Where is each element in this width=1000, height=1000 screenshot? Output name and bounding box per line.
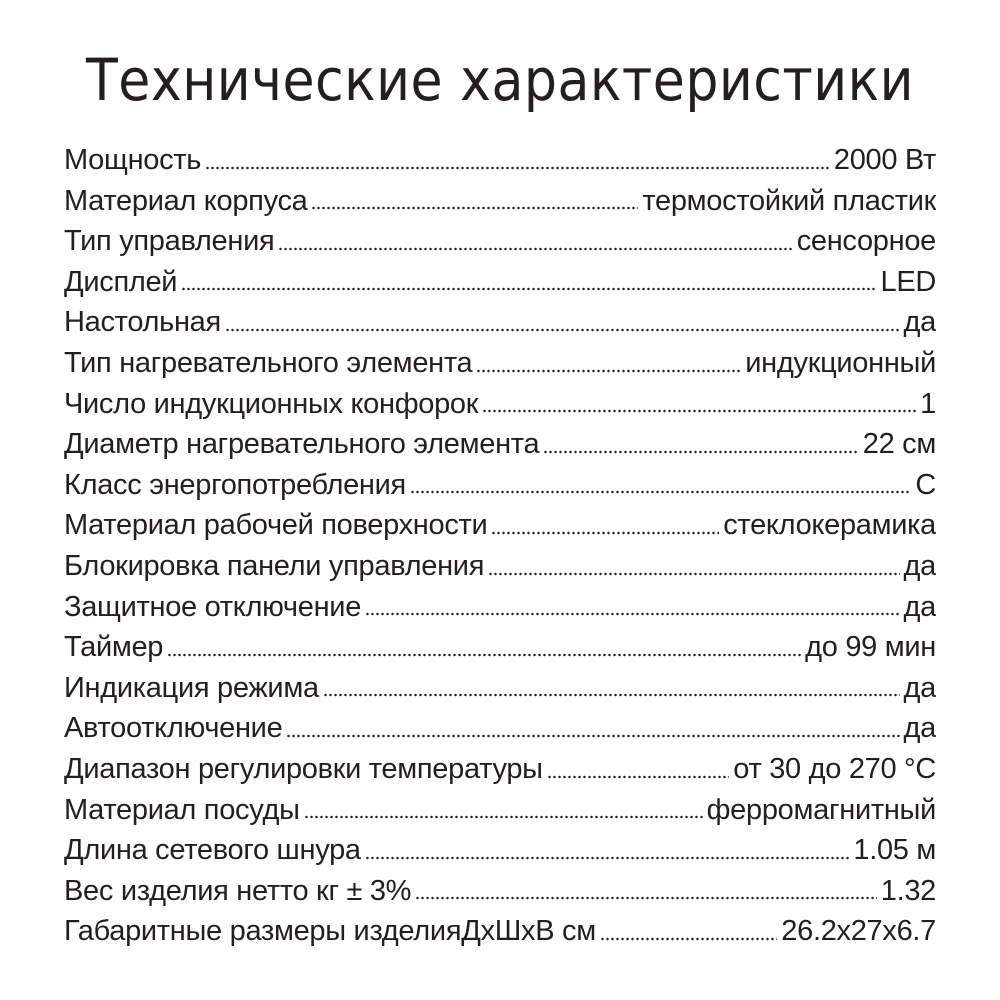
- spec-value: сенсорное: [796, 225, 936, 258]
- dot-leader: [323, 693, 900, 697]
- spec-row: [64, 302, 936, 343]
- spec-row: [64, 911, 936, 952]
- spec-value: ферромагнитный: [706, 793, 936, 826]
- dot-leader: [600, 937, 777, 941]
- spec-row: [64, 668, 936, 709]
- spec-value: да: [903, 671, 936, 704]
- spec-value: до 99 мин: [805, 631, 936, 664]
- dot-leader: [225, 328, 900, 332]
- spec-value: да: [903, 590, 936, 623]
- dot-leader: [278, 247, 792, 251]
- dot-leader: [488, 572, 899, 576]
- spec-value: да: [903, 549, 936, 582]
- spec-row: [64, 343, 936, 384]
- spec-row: [64, 790, 936, 831]
- dot-leader: [491, 531, 719, 535]
- spec-row: [64, 871, 936, 912]
- spec-label: Диапазон регулировки температуры: [64, 752, 543, 785]
- spec-value: С: [915, 468, 936, 501]
- spec-row: [64, 505, 936, 546]
- spec-label: Тип нагревательного элемента: [64, 346, 473, 379]
- dot-leader: [167, 653, 801, 657]
- spec-label: Защитное отключение: [64, 590, 362, 623]
- spec-row: [64, 708, 936, 749]
- spec-label: Таймер: [64, 631, 164, 664]
- spec-value: LED: [880, 265, 936, 298]
- spec-value: от 30 до 270 °С: [733, 752, 936, 785]
- spec-value: да: [903, 306, 936, 339]
- dot-leader: [205, 166, 830, 170]
- spec-label: Число индукционных конфорок: [64, 387, 479, 420]
- spec-row: [64, 262, 936, 303]
- dot-leader: [286, 734, 899, 738]
- spec-value: 2000 Вт: [833, 144, 936, 176]
- spec-label: Автоотключение: [64, 712, 283, 745]
- spec-label: Тип управления: [64, 225, 275, 258]
- spec-value: индукционный: [745, 346, 936, 379]
- dot-leader: [547, 775, 730, 779]
- spec-row: [64, 181, 936, 222]
- spec-value: 1.05 м: [853, 834, 936, 867]
- spec-value: да: [903, 712, 936, 745]
- spec-row: [64, 546, 936, 587]
- spec-label: Материал корпуса: [64, 184, 308, 217]
- dot-leader: [415, 896, 877, 900]
- dot-leader: [311, 206, 638, 210]
- spec-row: [64, 465, 936, 506]
- spec-row: [64, 140, 936, 181]
- page-title: Технические характеристики: [85, 46, 915, 114]
- spec-label: Габаритные размеры изделияДхШхВ см: [64, 915, 596, 948]
- spec-label: Материал посуды: [64, 793, 300, 826]
- spec-row: [64, 384, 936, 425]
- dot-leader: [476, 369, 741, 373]
- spec-row: [64, 830, 936, 871]
- spec-value: 22 см: [862, 428, 936, 461]
- spec-label: Длина сетевого шнура: [64, 834, 361, 867]
- spec-label: Мощность: [64, 144, 202, 176]
- spec-row: [64, 587, 936, 628]
- dot-leader: [365, 612, 900, 616]
- spec-value: 1.32: [880, 874, 936, 907]
- spec-value: термостойкий пластик: [642, 184, 936, 217]
- dot-leader: [410, 490, 911, 494]
- spec-label: Материал рабочей поверхности: [64, 509, 488, 542]
- spec-value: 26.2x27x6.7: [781, 915, 936, 948]
- spec-list: [64, 140, 936, 952]
- spec-label: Класс энергопотребления: [64, 468, 406, 501]
- dot-leader: [181, 287, 876, 291]
- spec-label: Диаметр нагревательного элемента: [64, 428, 540, 461]
- spec-label: Настольная: [64, 306, 221, 339]
- spec-label: Блокировка панели управления: [64, 549, 485, 582]
- spec-label: Дисплей: [64, 265, 178, 298]
- dot-leader: [482, 409, 916, 413]
- spec-row: [64, 749, 936, 790]
- spec-value: стеклокерамика: [723, 509, 936, 542]
- spec-row: [64, 424, 936, 465]
- spec-row: [64, 221, 936, 262]
- dot-leader: [543, 450, 858, 454]
- spec-label: Вес изделия нетто кг ± 3%: [64, 874, 412, 907]
- dot-leader: [365, 856, 850, 860]
- spec-row: [64, 627, 936, 668]
- dot-leader: [304, 815, 703, 819]
- spec-label: Индикация режима: [64, 671, 319, 704]
- spec-value: 1: [920, 387, 936, 420]
